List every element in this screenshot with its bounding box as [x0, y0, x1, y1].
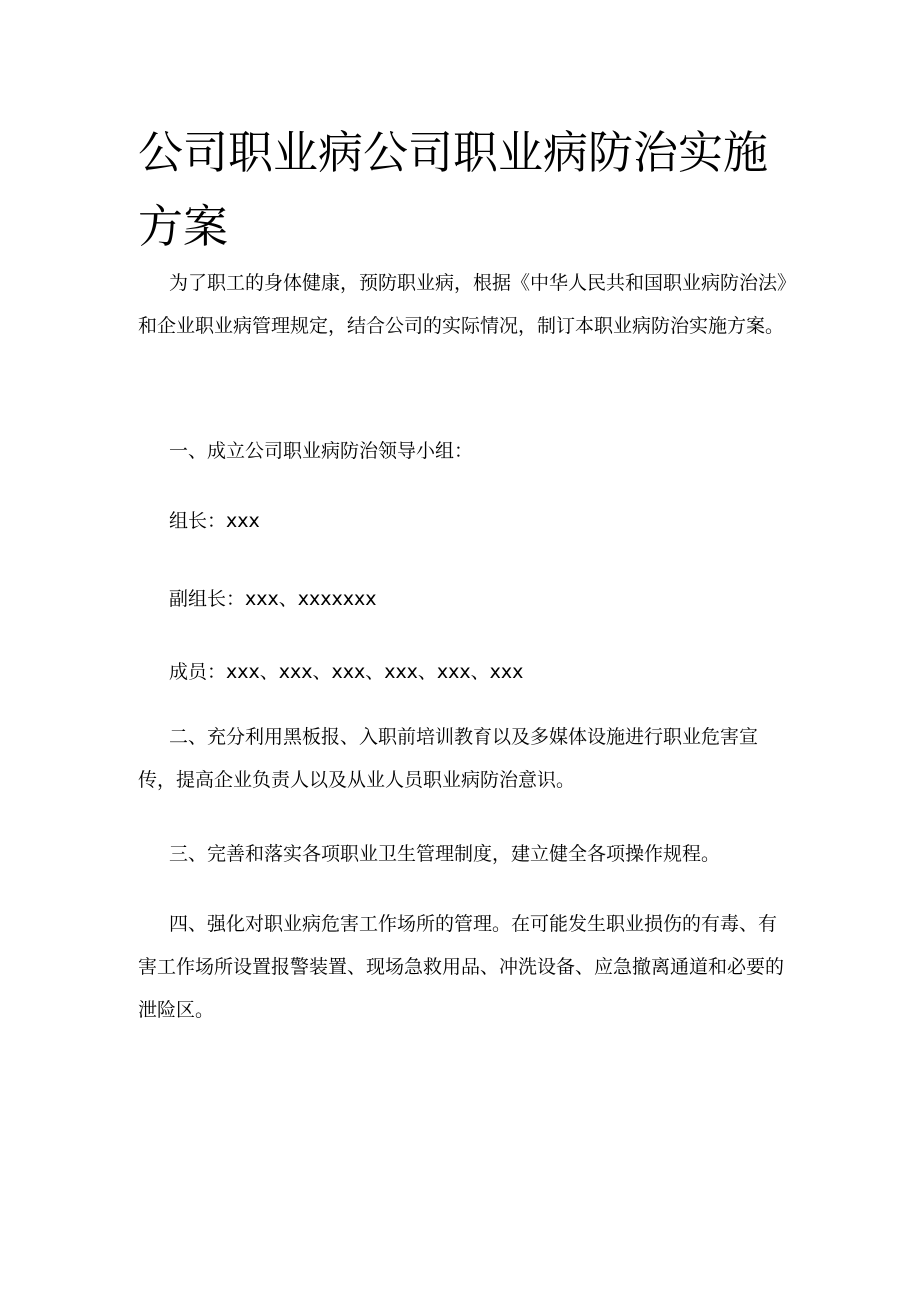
group-leader-line: 组长：xxx — [169, 510, 260, 532]
section-4-paragraph: 四、强化对职业病危害工作场所的管理。在可能发生职业损伤的有毒、有害工作场所设置报警装置、现场急救用品、冲洗设备、应急撤离通道和必要的泄险区。 — [138, 913, 785, 1021]
section-1-heading: 一、成立公司职业病防治领导小组： — [169, 440, 474, 462]
intro-paragraph: 为了职工的身体健康，预防职业病，根据《中华人民共和国职业病防治法》和企业职业病管理规定，结合公司的实际情况，制订本职业病防治实施方案。 — [138, 272, 787, 337]
deputy-leaders-line: 副组长：xxx、xxxxxxx — [169, 588, 377, 610]
section-2-paragraph: 二、充分利用黑板报、入职前培训教育以及多媒体设施进行职业危害宣传，提高企业负责人以及从业人员职业病防治意识。 — [138, 726, 759, 791]
members-line: 成员：xxx、xxx、xxx、xxx、xxx、xxx — [169, 661, 524, 683]
document-title: 公司职业病公司职业病防治实施方案 — [138, 126, 769, 253]
section-3-paragraph: 三、完善和落实各项职业卫生管理制度，建立健全各项操作规程。 — [169, 843, 721, 865]
